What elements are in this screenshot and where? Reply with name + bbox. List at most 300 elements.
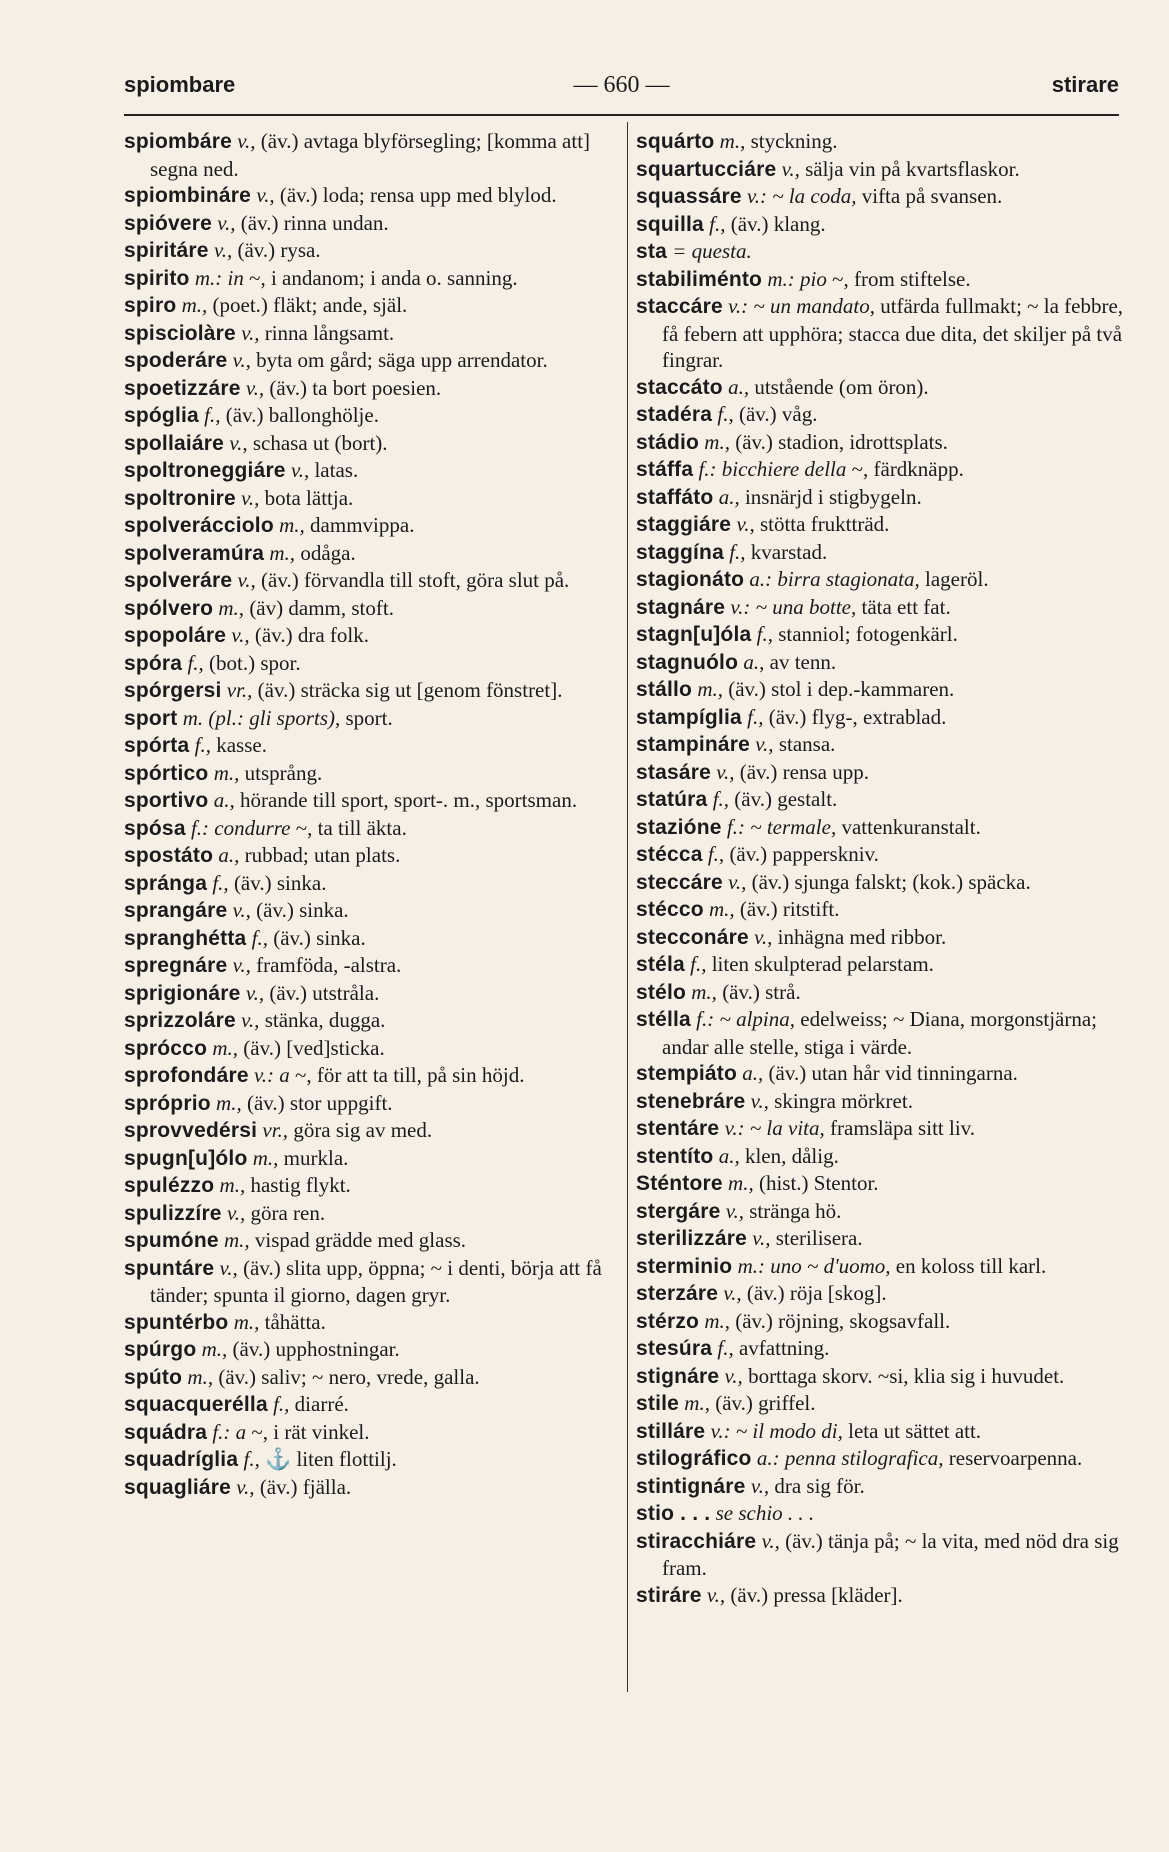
- dictionary-entry: [636, 1528, 1126, 1582]
- headword: spióvere: [124, 211, 212, 235]
- dictionary-entry: [124, 1007, 616, 1035]
- definition-text: utstående (om öron).: [749, 374, 929, 399]
- headword: stesúra: [636, 1337, 713, 1360]
- headword: stasáre: [636, 760, 711, 784]
- right-column: [636, 128, 1126, 1609]
- dictionary-entry: [636, 1198, 1126, 1226]
- headword: stécca: [636, 843, 703, 866]
- definition-text: (äv.) rinna undan.: [235, 210, 389, 235]
- dictionary-entry: [636, 484, 1126, 512]
- grammar-label: v.: ~ la coda,: [746, 184, 857, 208]
- grammar-label: v.,: [750, 1088, 769, 1113]
- dictionary-entry: [124, 952, 616, 980]
- dictionary-entry: [124, 980, 616, 1008]
- definition-text: sport.: [340, 705, 393, 730]
- dictionary-entry: [636, 841, 1126, 869]
- grammar-label: v.,: [752, 1226, 771, 1250]
- definition-text: utfärda fullmakt; ~ la febbre, få febern att upphöra; stacca due dita, det skiljer på två fingrar.: [662, 294, 1124, 372]
- headword: spugn[u]ólo: [124, 1146, 248, 1170]
- headword: spuntérbo: [124, 1310, 229, 1334]
- dictionary-entry: [124, 760, 616, 788]
- grammar-label: a.,: [743, 649, 765, 674]
- dictionary-entry: [636, 1363, 1126, 1391]
- dictionary-entry: [636, 211, 1126, 239]
- headword: stergáre: [636, 1199, 721, 1223]
- definition-text: kvarstad.: [745, 539, 828, 564]
- dictionary-entry: [636, 1500, 1126, 1528]
- headword: staccáre: [636, 295, 723, 318]
- definition-text: (äv.) upphostningar.: [227, 1337, 400, 1361]
- dictionary-entry: [636, 1006, 1126, 1060]
- dictionary-entry: [124, 1391, 616, 1419]
- dictionary-entry: [124, 1145, 616, 1173]
- headword: sta: [636, 240, 667, 263]
- dictionary-entry: [636, 869, 1126, 897]
- dictionary-entry: [124, 292, 616, 320]
- definition-text: vispad grädde med glass.: [249, 1228, 467, 1252]
- left-column: [124, 128, 616, 1501]
- definition-text: edelweiss; ~ Diana, morgonstjärna; andar alle stelle, stiga i värde.: [662, 1007, 1098, 1059]
- headword: spranghétta: [124, 926, 247, 950]
- dictionary-entry: [124, 375, 616, 403]
- headword: spúrgo: [124, 1338, 197, 1361]
- headword: stabiliménto: [636, 267, 763, 291]
- headword: stignáre: [636, 1364, 720, 1388]
- definition-text: ~, färdknäpp.: [846, 457, 964, 481]
- headword: spuntáre: [124, 1256, 215, 1280]
- headword: spisciolàre: [124, 321, 236, 345]
- grammar-label: f.,: [187, 650, 204, 675]
- grammar-label: v.,: [736, 512, 755, 536]
- headword: sterzáre: [636, 1282, 719, 1305]
- grammar-label: v.,: [241, 320, 260, 345]
- definition-text: täta ett fat.: [856, 594, 951, 619]
- grammar-label: f.: ~ alpina,: [696, 1007, 796, 1031]
- definition-text: stötta fruktträd.: [754, 512, 890, 536]
- dictionary-entry: [124, 1446, 616, 1474]
- dictionary-entry: [124, 567, 616, 595]
- dictionary-entry: [124, 622, 616, 650]
- dictionary-entry: [636, 621, 1126, 649]
- column-divider: [627, 122, 628, 1692]
- dictionary-entry: [636, 401, 1126, 429]
- grammar-label: m.,: [704, 1308, 730, 1333]
- grammar-label: f.,: [709, 211, 726, 236]
- definition-text: (äv.) klang.: [725, 211, 826, 236]
- dictionary-entry: [124, 128, 616, 182]
- headword: squartucciáre: [636, 157, 777, 181]
- dictionary-entry: [636, 128, 1126, 156]
- grammar-label: m.,: [224, 1228, 250, 1252]
- definition-text: kasse.: [210, 733, 267, 757]
- definition-text: göra ren.: [245, 1200, 326, 1225]
- grammar-label: v.: ~ una botte,: [730, 594, 857, 619]
- dictionary-entry: [636, 1418, 1126, 1446]
- grammar-label: v.,: [229, 430, 248, 455]
- grammar-label: a.,: [718, 1143, 740, 1168]
- definition-text: rubbad; utan plats.: [239, 843, 401, 867]
- page-number: — 660 —: [573, 72, 670, 98]
- grammar-label: se schio . . .: [715, 1501, 815, 1525]
- headword: spopoláre: [124, 624, 227, 647]
- headword: spoltroneggiáre: [124, 459, 286, 482]
- definition-text: rinna långsamt.: [259, 320, 395, 345]
- dictionary-entry: [636, 238, 1126, 266]
- definition-text: (äv.) sinka.: [250, 898, 349, 922]
- grammar-label: m.: pio: [767, 266, 827, 291]
- definition-text: liten skulpterad pelarstam.: [706, 952, 934, 976]
- definition-text: (äv.) tänja på; ~ la vita, med nöd dra sig fram.: [662, 1528, 1119, 1580]
- dictionary-entry: [124, 1117, 616, 1145]
- headword: sprovvedérsi: [124, 1119, 258, 1142]
- grammar-label: m. (pl.: gli sports),: [182, 705, 341, 730]
- definition-text: (äv.) [ved]sticka.: [238, 1035, 385, 1060]
- headword: squadríglia: [124, 1448, 239, 1471]
- dictionary-entry: [124, 705, 616, 733]
- headword: stecconáre: [636, 925, 749, 949]
- headword: Sténtore: [636, 1172, 723, 1195]
- definition-text: vifta på svansen.: [856, 184, 1003, 208]
- headword: statúra: [636, 788, 708, 811]
- grammar-label: m.,: [684, 1391, 710, 1415]
- dictionary-entry: [124, 1419, 616, 1447]
- definition-text: utsprång.: [239, 760, 323, 785]
- dictionary-entry: [636, 374, 1126, 402]
- dictionary-entry: [636, 676, 1126, 704]
- grammar-label: v.,: [725, 1198, 744, 1223]
- headword: spoltronire: [124, 486, 236, 510]
- definition-text: (äv.) ballonghölje.: [220, 403, 379, 427]
- definition-text: (äv.) pressa [kläder].: [725, 1582, 903, 1607]
- definition-text: stansa.: [773, 732, 836, 756]
- grammar-label: v.: ~ la vita,: [724, 1116, 825, 1140]
- headword: spolveráre: [124, 569, 233, 592]
- headword: staggína: [636, 540, 724, 564]
- headword: spránga: [124, 871, 208, 895]
- grammar-label: m.,: [704, 429, 730, 454]
- dictionary-entry: [124, 897, 616, 925]
- grammar-label: a.,: [718, 484, 740, 509]
- definition-text: (äv.) röja [skog].: [741, 1281, 887, 1305]
- grammar-label: m.: in: [194, 265, 244, 290]
- headword: spulizzíre: [124, 1201, 222, 1225]
- definition-text: (äv.) slita upp, öppna; ~ i denti, börja att få tänder; spunta il giorno, dagen gryr.: [150, 1255, 602, 1307]
- headword: spregnáre: [124, 954, 228, 977]
- headword: sprócco: [124, 1036, 208, 1060]
- grammar-label: f.,: [717, 402, 734, 426]
- definition-text: (äv.) våg.: [733, 402, 818, 426]
- dictionary-entry: [124, 540, 616, 568]
- definition-text: sälja vin på kvartsflaskor.: [799, 156, 1020, 181]
- definition-text: tåhätta.: [259, 1309, 326, 1334]
- grammar-label: f.: a: [212, 1419, 247, 1444]
- dictionary-entry: [636, 649, 1126, 677]
- dictionary-entry: [636, 979, 1126, 1007]
- grammar-label: v.,: [754, 924, 773, 949]
- running-header: [124, 72, 1119, 108]
- definition-text: schasa ut (bort).: [247, 430, 388, 455]
- grammar-label: f.,: [729, 539, 746, 564]
- grammar-label: v.,: [781, 156, 800, 181]
- headword: staffáto: [636, 485, 714, 509]
- dictionary-entry: [636, 786, 1126, 814]
- headword: spiro: [124, 294, 177, 317]
- dictionary-entry: [636, 924, 1126, 952]
- headword: staggiáre: [636, 513, 732, 536]
- dictionary-entry: [124, 1172, 616, 1200]
- grammar-label: v.,: [231, 623, 250, 647]
- grammar-label: v.,: [232, 953, 251, 977]
- headword: spoetizzáre: [124, 376, 241, 400]
- dictionary-entry: [636, 156, 1126, 184]
- dictionary-entry: [124, 870, 616, 898]
- definition-text: (äv.) saliv; ~ nero, vrede, galla.: [213, 1364, 480, 1389]
- headword: squassáre: [636, 185, 742, 208]
- grammar-label: v.,: [217, 210, 236, 235]
- grammar-label: v.,: [755, 732, 774, 756]
- headword: sprizzoláre: [124, 1009, 236, 1032]
- definition-text: (äv.) rysa.: [232, 238, 321, 262]
- definition-text: (bot.) spor.: [203, 650, 301, 675]
- headword: stagn[u]óla: [636, 623, 752, 646]
- headword: steccáre: [636, 870, 723, 894]
- definition-text: ~, from stiftelse.: [826, 266, 971, 291]
- dictionary-entry: [124, 320, 616, 348]
- dictionary-entry: [636, 1280, 1126, 1308]
- dictionary-entry: [124, 650, 616, 678]
- headword: stazióne: [636, 815, 722, 839]
- dictionary-entry: [124, 1227, 616, 1255]
- dictionary-entry: [636, 456, 1126, 484]
- grammar-label: a.,: [742, 1061, 764, 1085]
- dictionary-entry: [636, 1115, 1126, 1143]
- headword: stádio: [636, 430, 700, 454]
- headword: sportivo: [124, 789, 209, 812]
- grammar-label: v.: a: [253, 1063, 290, 1087]
- dictionary-entry: [636, 731, 1126, 759]
- headword: spúto: [124, 1365, 183, 1389]
- dictionary-entry: [636, 704, 1126, 732]
- grammar-label: v.,: [237, 129, 256, 153]
- definition-text: (äv.) papperskniv.: [724, 842, 879, 866]
- definition-text: göra sig av med.: [288, 1118, 433, 1142]
- definition-text: ~, i andanom; i anda o. sanning.: [243, 265, 518, 290]
- grammar-label: f.,: [204, 403, 221, 427]
- grammar-label: v.,: [232, 898, 251, 922]
- dictionary-entry: [636, 1060, 1126, 1088]
- definition-text: (äv.) stol i dep.-kammaren.: [722, 677, 955, 701]
- grammar-label: v.,: [706, 1582, 726, 1607]
- dictionary-entry: [636, 1170, 1126, 1198]
- definition-text: (äv) damm, stoft.: [244, 595, 394, 620]
- dictionary-entry: [636, 951, 1126, 979]
- definition-text: diarré.: [289, 1392, 349, 1416]
- definition-text: (äv.) ritstift.: [734, 897, 840, 921]
- dictionary-entry: [124, 1255, 616, 1309]
- grammar-label: a.,: [218, 843, 240, 867]
- headword: spolverácciolo: [124, 514, 274, 537]
- grammar-label: v.,: [290, 458, 310, 482]
- definition-text: styckning.: [745, 129, 838, 153]
- definition-text: hastig flykt.: [245, 1173, 351, 1197]
- headword: stio . . .: [636, 1502, 711, 1525]
- headword: sterminio: [636, 1254, 733, 1278]
- definition-text: (äv.) gestalt.: [729, 787, 838, 811]
- definition-text: (äv.) sinka.: [267, 925, 366, 950]
- grammar-label: f.: bicchiere della: [698, 457, 847, 481]
- grammar-label: m.,: [719, 129, 746, 153]
- definition-text: (äv.) stor uppgift.: [241, 1090, 393, 1115]
- grammar-label: m.,: [218, 595, 245, 620]
- grammar-label: v.,: [236, 1474, 255, 1499]
- definition-text: stanniol; fotogenkärl.: [772, 622, 958, 646]
- definition-text: (äv.) utan hår vid tinningarna.: [763, 1061, 1018, 1085]
- dictionary-entry: [636, 1473, 1126, 1501]
- grammar-label: m.,: [219, 1173, 246, 1197]
- headword: stécco: [636, 898, 704, 921]
- grammar-label: v.,: [256, 183, 275, 207]
- grammar-label: v.,: [245, 375, 265, 400]
- grammar-label: f.: condurre: [190, 815, 291, 840]
- headword: spiombináre: [124, 184, 252, 207]
- grammar-label: m.,: [187, 1364, 214, 1389]
- definition-text: dra sig för.: [769, 1473, 865, 1498]
- dictionary-entry: [124, 1309, 616, 1337]
- dictionary-entry: [636, 1390, 1126, 1418]
- grammar-label: m.,: [213, 760, 240, 785]
- definition-text: (poet.) fläkt; ande, själ.: [207, 293, 408, 317]
- dictionary-entry: [636, 183, 1126, 211]
- definition-text: (äv.) dra folk.: [249, 623, 370, 647]
- headword: spollaiáre: [124, 431, 225, 455]
- grammar-label: = questa.: [672, 239, 752, 263]
- headword: spumóne: [124, 1229, 219, 1252]
- headword: squádra: [124, 1420, 208, 1444]
- definition-text: (äv.) sträcka sig ut [genom fönstret].: [252, 678, 563, 702]
- headword: stiracchiáre: [636, 1529, 757, 1553]
- definition-text: leta ut sättet att.: [842, 1418, 982, 1443]
- headword: stéla: [636, 953, 685, 976]
- definition-text: ~, i rät vinkel.: [246, 1419, 370, 1444]
- headword: stenebráre: [636, 1089, 746, 1113]
- headword: spiombáre: [124, 130, 232, 153]
- grammar-label: a.,: [213, 788, 235, 812]
- headword: squagliáre: [124, 1475, 232, 1499]
- definition-text: vattenkuranstalt.: [836, 814, 981, 839]
- grammar-label: v.,: [241, 485, 260, 510]
- headword: spórgersi: [124, 679, 222, 702]
- dictionary-entry: [124, 595, 616, 623]
- dictionary-entry: [124, 815, 616, 843]
- headword: stentíto: [636, 1144, 714, 1168]
- grammar-label: f.,: [273, 1392, 290, 1416]
- grammar-label: v.,: [750, 1473, 770, 1498]
- dictionary-entry: [636, 511, 1126, 539]
- dictionary-entry: [636, 1225, 1126, 1253]
- headword: squárto: [636, 130, 715, 153]
- grammar-label: m.,: [269, 540, 296, 565]
- grammar-label: m.,: [279, 513, 305, 537]
- grammar-label: m.,: [697, 677, 723, 701]
- headword: spóglia: [124, 404, 199, 427]
- dictionary-entry: [636, 429, 1126, 457]
- dictionary-entry: [636, 539, 1126, 567]
- headword: spólvero: [124, 596, 214, 620]
- grammar-label: v.,: [232, 348, 251, 372]
- headword: spósa: [124, 816, 186, 840]
- definition-text: skingra mörkret.: [768, 1088, 913, 1113]
- grammar-label: m.,: [691, 979, 717, 1004]
- headword: sterilizzáre: [636, 1227, 747, 1250]
- grammar-label: f.,: [756, 622, 773, 646]
- dictionary-entry: [124, 787, 616, 815]
- dictionary-entry: [124, 1090, 616, 1118]
- grammar-label: m.,: [216, 1090, 242, 1115]
- dictionary-entry: [124, 485, 616, 513]
- grammar-label: a.: birra stagionata,: [749, 567, 920, 591]
- grammar-label: vr.,: [262, 1118, 289, 1142]
- grammar-label: m.,: [201, 1337, 228, 1361]
- headword: spoderáre: [124, 349, 228, 372]
- grammar-label: f.,: [690, 952, 707, 976]
- definition-text: (äv.) avtaga blyförsegling; [komma att] segna ned.: [150, 129, 591, 181]
- grammar-label: v.,: [226, 1200, 246, 1225]
- definition-text: ⚓ liten flottilj.: [259, 1447, 397, 1471]
- definition-text: insnärjd i stigbygeln.: [739, 484, 922, 509]
- definition-text: dammvippa.: [304, 513, 415, 537]
- grammar-label: f.,: [212, 870, 229, 895]
- left-guide-word: spiombare: [124, 72, 236, 97]
- definition-text: (äv.) röjning, skogsavfall.: [729, 1308, 951, 1333]
- dictionary-entry: [124, 402, 616, 430]
- dictionary-entry: [636, 896, 1126, 924]
- grammar-label: v.,: [761, 1528, 780, 1553]
- headword: stentáre: [636, 1117, 720, 1140]
- headword: spórtico: [124, 761, 209, 785]
- header-rule: [124, 114, 1119, 116]
- headword: sport: [124, 706, 178, 730]
- headword: stagnuólo: [636, 650, 739, 674]
- definition-text: klen, dålig.: [739, 1143, 839, 1168]
- definition-text: sterilisera.: [770, 1226, 863, 1250]
- dictionary-entry: [124, 677, 616, 705]
- dictionary-entry: [124, 842, 616, 870]
- grammar-label: v.,: [245, 980, 265, 1005]
- dictionary-entry: [636, 1582, 1126, 1610]
- dictionary-entry: [124, 430, 616, 458]
- headword: stiráre: [636, 1583, 702, 1607]
- right-guide-word: stirare: [1051, 72, 1119, 97]
- grammar-label: v.,: [219, 1255, 238, 1280]
- dictionary-entry: [636, 1335, 1126, 1363]
- dictionary-entry: [636, 293, 1126, 374]
- dictionary-entry: [124, 1062, 616, 1090]
- grammar-label: f.,: [251, 925, 268, 950]
- grammar-label: f.,: [243, 1447, 260, 1471]
- grammar-label: f.,: [707, 842, 725, 866]
- definition-text: avfattning.: [733, 1336, 830, 1360]
- headword: stintignáre: [636, 1474, 746, 1498]
- definition-text: (äv.) flyg-, extrablad.: [763, 704, 947, 729]
- dictionary-entry: [636, 1445, 1126, 1473]
- headword: spostáto: [124, 844, 214, 867]
- grammar-label: f.,: [747, 704, 764, 729]
- definition-text: (äv.) rensa upp.: [734, 759, 869, 784]
- definition-text: (äv.) stadion, idrottsplats.: [729, 429, 948, 454]
- headword: squilla: [636, 212, 704, 236]
- dictionary-entry: [124, 1035, 616, 1063]
- headword: spiritáre: [124, 239, 209, 262]
